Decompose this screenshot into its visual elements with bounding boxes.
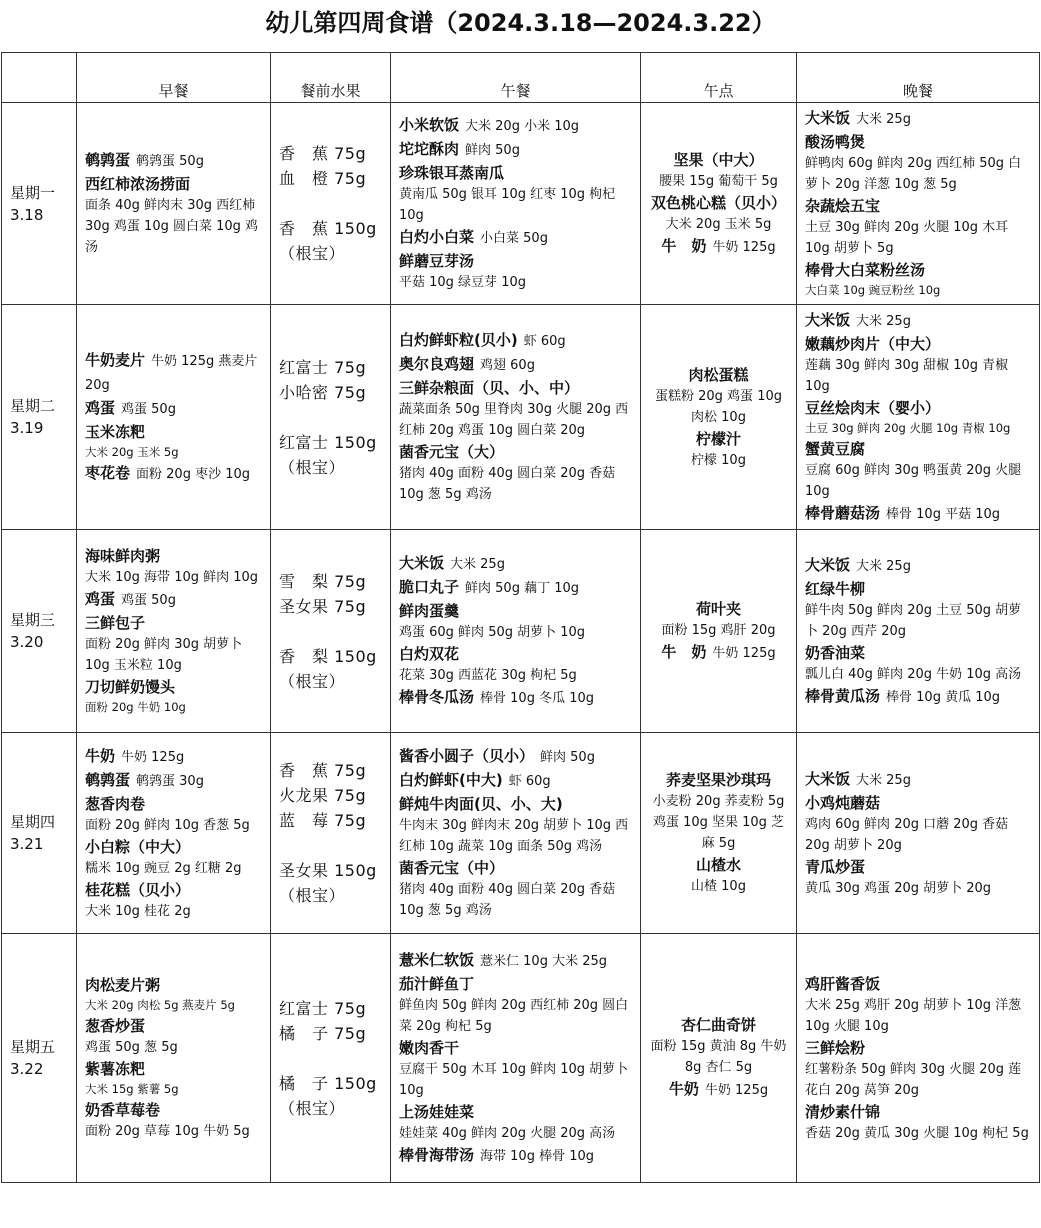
breakfast-cell xyxy=(77,530,271,733)
snack-ingredients: 大米 20g 玉米 5g xyxy=(665,216,772,232)
breakfast-dish xyxy=(85,397,262,421)
fruit-item: 火龙果 75g xyxy=(279,786,367,805)
lunch-cell xyxy=(391,305,641,530)
dish-name: 肉松蛋糕 xyxy=(688,365,749,384)
dish-ingredients: 鲜肉 50g xyxy=(540,750,595,765)
dish-name: 棒骨蘑菇汤 xyxy=(805,503,881,522)
snack-dish xyxy=(649,769,788,791)
lunch-ingredients: 牛肉末 30g 鲜肉末 20g 胡萝卜 10g 西红柿 10g 蔬菜 10g 面条 50g 鸡汤 xyxy=(399,818,629,854)
lunch-dish xyxy=(399,250,632,272)
dish-name: 酸汤鸭煲 xyxy=(805,133,866,151)
lunch-cell xyxy=(391,934,641,1183)
dinner-dish xyxy=(805,1101,1031,1123)
day-row xyxy=(2,305,1040,530)
dinner-dish xyxy=(805,131,1031,153)
breakfast-dish xyxy=(85,676,262,698)
date-label: 3.18 xyxy=(10,205,44,224)
dish-name: 薏米仁软饭 xyxy=(399,950,475,969)
breakfast-dish xyxy=(85,349,262,397)
dish-ingredients: 鲜肉 50g xyxy=(465,143,520,158)
dish-ingredients: 牛奶 125g xyxy=(121,749,185,765)
dinner-ingredients: 香菇 20g 黄瓜 30g 火腿 10g 枸杞 5g xyxy=(805,1125,1029,1141)
lunch-ingredients: 黄南瓜 50g 银耳 10g 红枣 10g 枸杞 10g xyxy=(399,187,616,223)
snack-cell xyxy=(641,305,797,530)
lunch-dish xyxy=(399,949,632,973)
breakfast-cell xyxy=(77,733,271,934)
dish-name: 鹌鹑蛋 xyxy=(85,770,131,789)
fruit-gap xyxy=(279,619,382,644)
dish-name: 桂花糕（贝小） xyxy=(85,880,191,899)
lunch-dish xyxy=(399,1101,632,1123)
breakfast-dish xyxy=(85,612,262,634)
breakfast-ingredients: 面粉 20g 鲜肉 10g 香葱 5g xyxy=(85,817,250,833)
lunch-dish xyxy=(399,441,632,463)
dish-name: 牛奶麦片 xyxy=(85,350,146,369)
dish-ingredients: 鹌鹑蛋 30g xyxy=(136,773,204,789)
dish-ingredients: 大米 25g xyxy=(856,313,911,329)
dish-name: 三鲜烩粉 xyxy=(805,1038,866,1057)
snack-ingredients: 小麦粉 20g 荞麦粉 5g 鸡蛋 10g 坚果 10g 芝麻 5g xyxy=(652,794,785,851)
snack-dish xyxy=(649,641,788,665)
snack-ingredients: 山楂 10g xyxy=(691,879,746,894)
lunch-dish xyxy=(399,226,632,250)
dish-name: 棒骨黄瓜汤 xyxy=(805,686,881,705)
fruit-item: 香 梨 150g xyxy=(279,646,377,666)
dinner-dish xyxy=(805,107,1031,131)
dish-name: 奥尔良鸡翅 xyxy=(399,355,475,373)
dinner-cell xyxy=(797,305,1040,530)
dish-name: 脆口丸子 xyxy=(399,578,460,596)
dinner-cell xyxy=(797,530,1040,733)
breakfast-ingredients: 面粉 20g 鲜肉 30g 胡萝卜 10g 玉米粒 10g xyxy=(85,637,243,673)
dish-name: 坚果（中大） xyxy=(673,150,764,169)
lunch-dish xyxy=(399,138,632,162)
dish-ingredients: 鹌鹑蛋 50g xyxy=(136,154,204,169)
header-day xyxy=(2,53,77,103)
dish-name: 玉米冻粑 xyxy=(85,422,146,441)
fruit-item: 圣女果 75g xyxy=(279,596,367,616)
lunch-dish xyxy=(399,745,632,769)
breakfast-ingredients: 面条 40g 鲜肉末 30g 西红柿 30g 鸡蛋 10g 圆白菜 10g 鸡汤 xyxy=(85,198,259,255)
snack-dish xyxy=(649,598,788,620)
dinner-dish xyxy=(805,195,1031,217)
breakfast-ingredients: 大米 20g 玉米 5g xyxy=(85,444,179,459)
dish-ingredients: 棒骨 10g 黄瓜 10g xyxy=(886,689,1001,705)
lunch-dish xyxy=(399,353,632,377)
dish-ingredients: 牛奶 125g 燕麦片 20g xyxy=(85,353,258,393)
fruit-gap xyxy=(279,191,382,216)
lunch-cell xyxy=(391,530,641,733)
fruit-item: 蓝 莓 75g xyxy=(279,811,367,830)
dinner-dish xyxy=(805,333,1031,355)
dish-ingredients: 虾 60g xyxy=(508,774,551,789)
fruit-cell xyxy=(271,934,391,1183)
dish-name: 小米软饭 xyxy=(399,116,460,134)
dinner-ingredients: 大白菜 10g 豌豆粉丝 10g xyxy=(805,283,941,297)
dinner-ingredients: 瓢儿白 40g 鲜肉 20g 牛奶 10g 高汤 xyxy=(805,666,1022,682)
day-row xyxy=(2,733,1040,934)
lunch-cell xyxy=(391,733,641,934)
lunch-dish xyxy=(399,329,632,353)
breakfast-dish xyxy=(85,769,262,793)
snack-dish xyxy=(649,192,788,214)
breakfast-cell xyxy=(77,305,271,530)
dish-name: 棒骨大白菜粉丝汤 xyxy=(805,261,926,279)
breakfast-ingredients: 大米 10g 桂花 2g xyxy=(85,903,191,919)
dish-name: 大米饭 xyxy=(805,555,851,574)
dish-name: 大米饭 xyxy=(805,769,851,788)
dinner-ingredients: 红薯粉条 50g 鲜肉 30g 火腿 20g 莲花白 20g 莴笋 20g xyxy=(805,1061,1022,1098)
dish-name: 牛奶 xyxy=(85,746,116,765)
dish-name: 鸡肝酱香饭 xyxy=(805,974,881,993)
dish-name: 三鲜杂粮面（贝、小、中） xyxy=(399,379,580,397)
lunch-ingredients: 花菜 30g 西蓝花 30g 枸杞 5g xyxy=(399,668,577,683)
dish-name: 葱香炒蛋 xyxy=(85,1017,146,1035)
fruit-item: 香 蕉 150g xyxy=(279,219,377,238)
dish-name: 山楂水 xyxy=(695,856,741,874)
dish-ingredients: 大米 25g xyxy=(856,112,911,127)
dish-ingredients: 大米 25g xyxy=(856,772,911,788)
dish-name: 菌香元宝（中） xyxy=(399,859,505,877)
day-cell xyxy=(2,733,77,934)
fruit-item: 红富士 75g xyxy=(279,998,367,1018)
lunch-dish xyxy=(399,793,632,815)
lunch-cell xyxy=(391,103,641,305)
dish-name: 大米饭 xyxy=(399,554,445,572)
lunch-ingredients: 猪肉 40g 面粉 40g 圆白菜 20g 香菇 10g 葱 5g 鸡汤 xyxy=(399,466,616,502)
dish-name: 嫩藕炒肉片（中大） xyxy=(805,334,941,353)
dish-ingredients: 鸡翅 60g xyxy=(480,358,535,373)
breakfast-dish xyxy=(85,1099,262,1121)
fruit-item: 红富士 75g xyxy=(279,357,367,377)
lunch-ingredients: 鸡蛋 60g 鲜肉 50g 胡萝卜 10g xyxy=(399,625,586,640)
dish-name: 鲜炖牛肉面(贝、小、大) xyxy=(399,795,563,813)
breakfast-dish xyxy=(85,545,262,567)
breakfast-dish xyxy=(85,974,262,996)
breakfast-ingredients: 大米 20g 肉松 5g 燕麦片 5g xyxy=(85,998,235,1012)
dish-name: 刀切鲜奶馒头 xyxy=(85,678,176,696)
lunch-dish xyxy=(399,857,632,879)
dinner-ingredients: 豆腐 60g 鲜肉 30g 鸭蛋黄 20g 火腿 10g xyxy=(805,462,1022,499)
date-label: 3.20 xyxy=(10,633,44,651)
dinner-ingredients: 莲藕 30g 鲜肉 30g 甜椒 10g 青椒 10g xyxy=(805,357,1009,394)
dish-ingredients: 虾 60g xyxy=(523,334,566,349)
breakfast-dish xyxy=(85,1058,262,1080)
snack-cell xyxy=(641,103,797,305)
breakfast-dish xyxy=(85,836,262,858)
breakfast-ingredients: 面粉 20g 牛奶 10g xyxy=(85,700,186,714)
fruit-item: 橘 子 75g xyxy=(279,1023,367,1043)
snack-ingredients: 柠檬 10g xyxy=(691,452,746,468)
dinner-dish xyxy=(805,642,1031,664)
fruit-cell xyxy=(271,305,391,530)
snack-ingredients: 面粉 15g 鸡肝 20g xyxy=(661,622,776,638)
dish-ingredients: 牛奶 125g xyxy=(712,645,776,661)
dish-name: 鸡蛋 xyxy=(85,590,116,608)
dish-ingredients: 鸡蛋 50g xyxy=(121,593,176,608)
dish-name: 荞麦坚果沙琪玛 xyxy=(665,771,771,789)
fruit-item: 香 蕉 75g xyxy=(279,761,367,780)
lunch-dish xyxy=(399,643,632,665)
dish-name: 鸡蛋 xyxy=(85,398,116,417)
dish-ingredients: 面粉 20g 枣沙 10g xyxy=(136,466,251,482)
lunch-ingredients: 猪肉 40g 面粉 40g 圆白菜 20g 香菇 10g 葱 5g 鸡汤 xyxy=(399,882,616,918)
dish-name: 坨坨酥肉 xyxy=(399,140,460,158)
header-dinner: 晚餐 xyxy=(797,53,1040,103)
day-label: 星期一 xyxy=(10,183,56,202)
date-label: 3.22 xyxy=(10,1060,44,1078)
lunch-dish xyxy=(399,686,632,710)
snack-ingredients: 蛋糕粉 20g 鸡蛋 10g 肉松 10g xyxy=(655,388,782,425)
day-label: 星期三 xyxy=(10,611,56,629)
breakfast-dish xyxy=(85,793,262,815)
dish-ingredients: 大米 25g xyxy=(450,557,505,572)
header-row xyxy=(2,53,1040,103)
dinner-ingredients: 大米 25g 鸡肝 20g 胡萝卜 10g 洋葱 10g 火腿 10g xyxy=(805,997,1022,1034)
dish-name: 双色桃心糕（贝小） xyxy=(650,193,786,212)
dinner-dish xyxy=(805,973,1031,995)
dinner-ingredients: 鲜牛肉 50g 鲜肉 20g 土豆 50g 胡萝卜 20g 西芹 20g xyxy=(805,602,1022,639)
fruit-item: 圣女果 150g xyxy=(279,861,377,880)
dish-name: 大米饭 xyxy=(805,109,851,127)
dish-ingredients: 薏米仁 10g 大米 25g xyxy=(480,953,608,969)
day-label: 星期五 xyxy=(10,1038,56,1056)
lunch-dish xyxy=(399,576,632,600)
breakfast-dish xyxy=(85,1015,262,1037)
dish-ingredients: 海带 10g 棒骨 10g xyxy=(480,1148,595,1164)
snack-ingredients: 面粉 15g 黄油 8g 牛奶 8g 杏仁 5g xyxy=(650,1039,787,1075)
dish-name: 奶香草莓卷 xyxy=(85,1101,161,1119)
dish-name: 鹌鹑蛋 xyxy=(85,151,131,169)
dinner-dish xyxy=(805,578,1031,600)
breakfast-dish xyxy=(85,149,262,173)
dish-ingredients: 牛奶 125g xyxy=(704,1083,769,1098)
dish-ingredients: 牛奶 125g xyxy=(712,239,776,255)
dish-name: 菌香元宝（大） xyxy=(399,443,505,461)
lunch-dish xyxy=(399,552,632,576)
lunch-ingredients: 娃娃菜 40g 鲜肉 20g 火腿 20g 高汤 xyxy=(399,1125,616,1141)
dish-name: 红绿牛柳 xyxy=(805,579,866,598)
date-label: 3.19 xyxy=(10,419,44,437)
snack-cell xyxy=(641,733,797,934)
dinner-dish xyxy=(805,685,1031,709)
dish-name: 蟹黄豆腐 xyxy=(805,439,866,458)
snack-ingredients: 腰果 15g 葡萄干 5g xyxy=(659,173,778,189)
breakfast-ingredients: 面粉 20g 草莓 10g 牛奶 5g xyxy=(85,1124,250,1139)
fruit-recipient: （根宝） xyxy=(279,671,346,691)
dish-name: 小鸡炖蘑菇 xyxy=(805,793,881,812)
dish-name: 鲜蘑豆芽汤 xyxy=(399,252,475,270)
breakfast-dish xyxy=(85,745,262,769)
lunch-dish xyxy=(399,973,632,995)
dish-name: 棒骨海带汤 xyxy=(399,1145,475,1164)
header-fruit: 餐前水果 xyxy=(271,53,391,103)
fruit-cell xyxy=(271,103,391,305)
snack-dish xyxy=(649,854,788,876)
snack-dish xyxy=(649,428,788,450)
snack-dish xyxy=(649,364,788,386)
dinner-dish xyxy=(805,309,1031,333)
fruit-item: 红富士 150g xyxy=(279,432,377,452)
dish-ingredients: 小白菜 50g xyxy=(480,231,548,246)
snack-dish xyxy=(649,235,788,259)
dinner-dish xyxy=(805,502,1031,526)
breakfast-dish xyxy=(85,421,262,443)
dish-ingredients: 大米 25g xyxy=(856,558,911,574)
dinner-ingredients: 鲜鸭肉 60g 鲜肉 20g 西红柿 50g 白萝卜 20g 洋葱 10g 葱 5g xyxy=(805,156,1022,192)
dish-name: 清炒素什锦 xyxy=(805,1102,881,1121)
snack-dish xyxy=(649,149,788,171)
breakfast-ingredients: 糯米 10g 豌豆 2g 红糖 2g xyxy=(85,860,242,876)
day-cell xyxy=(2,305,77,530)
lunch-ingredients: 鲜鱼肉 50g 鲜肉 20g 西红柿 20g 圆白菜 20g 枸杞 5g xyxy=(399,997,629,1034)
weekly-menu-table xyxy=(1,52,1040,1183)
day-label: 星期二 xyxy=(10,397,56,415)
dish-ingredients: 鲜肉 50g 藕丁 10g xyxy=(465,581,580,596)
dish-name: 葱香肉卷 xyxy=(85,794,146,813)
fruit-gap xyxy=(279,405,382,430)
dish-name: 茄汁鲜鱼丁 xyxy=(399,974,475,993)
lunch-dish xyxy=(399,600,632,622)
dish-ingredients: 鸡蛋 50g xyxy=(121,401,176,417)
dish-name: 牛 奶 xyxy=(661,236,707,255)
dinner-dish xyxy=(805,1037,1031,1059)
page-title: 幼儿第四周食谱（2024.3.18—2024.3.22） xyxy=(265,9,776,37)
dish-name: 珍珠银耳蒸南瓜 xyxy=(399,164,505,182)
day-label: 星期四 xyxy=(10,813,56,831)
header-snack: 午点 xyxy=(641,53,797,103)
dish-name: 酱香小圆子（贝小） xyxy=(399,747,535,765)
snack-dish xyxy=(649,1078,788,1102)
dish-name: 牛奶 xyxy=(668,1080,699,1098)
fruit-recipient: （根宝） xyxy=(279,244,346,263)
breakfast-dish xyxy=(85,588,262,612)
snack-cell xyxy=(641,530,797,733)
dinner-dish xyxy=(805,397,1031,419)
dinner-ingredients: 黄瓜 30g 鸡蛋 20g 胡萝卜 20g xyxy=(805,880,992,896)
dish-ingredients: 棒骨 10g 平菇 10g xyxy=(886,506,1001,522)
dish-name: 海味鲜肉粥 xyxy=(85,547,161,565)
dish-name: 大米饭 xyxy=(805,310,851,329)
header-breakfast: 早餐 xyxy=(77,53,271,103)
day-cell xyxy=(2,530,77,733)
lunch-dish xyxy=(399,1144,632,1168)
dish-name: 青瓜炒蛋 xyxy=(805,857,866,876)
header-lunch: 午餐 xyxy=(391,53,641,103)
dish-ingredients: 棒骨 10g 冬瓜 10g xyxy=(480,691,595,706)
fruit-item: 小哈密 75g xyxy=(279,382,367,402)
dish-name: 杏仁曲奇饼 xyxy=(680,1016,756,1034)
day-row xyxy=(2,530,1040,733)
breakfast-cell xyxy=(77,934,271,1183)
dinner-dish xyxy=(805,554,1031,578)
dish-name: 紫薯冻粑 xyxy=(85,1060,146,1078)
breakfast-cell xyxy=(77,103,271,305)
day-row xyxy=(2,934,1040,1183)
dinner-ingredients: 土豆 30g 鲜肉 20g 火腿 10g 木耳 10g 胡萝卜 5g xyxy=(805,220,1009,256)
snack-cell xyxy=(641,934,797,1183)
lunch-dish xyxy=(399,114,632,138)
dish-name: 枣花卷 xyxy=(85,463,131,482)
fruit-item: 香 蕉 75g xyxy=(279,144,367,163)
lunch-dish xyxy=(399,377,632,399)
lunch-ingredients: 蔬菜面条 50g 里脊肉 30g 火腿 20g 西红柿 20g 鸡蛋 10g 圆白菜 20g xyxy=(399,402,629,438)
lunch-dish xyxy=(399,162,632,184)
dinner-cell xyxy=(797,733,1040,934)
fruit-recipient: （根宝） xyxy=(279,886,346,905)
breakfast-dish xyxy=(85,462,262,486)
dinner-dish xyxy=(805,856,1031,878)
dish-name: 豆丝烩肉末（婴小） xyxy=(805,398,941,417)
day-cell xyxy=(2,103,77,305)
breakfast-dish xyxy=(85,173,262,195)
dinner-dish xyxy=(805,792,1031,814)
fruit-gap xyxy=(279,1046,382,1071)
lunch-dish xyxy=(399,769,632,793)
dish-name: 西红柿浓汤捞面 xyxy=(85,175,191,193)
dish-name: 白灼鲜虾(中大) xyxy=(399,771,503,789)
fruit-recipient: （根宝） xyxy=(279,457,346,477)
date-label: 3.21 xyxy=(10,835,44,853)
lunch-ingredients: 豆腐干 50g 木耳 10g 鲜肉 10g 胡萝卜 10g xyxy=(399,1061,629,1098)
fruit-gap xyxy=(279,833,382,858)
breakfast-dish xyxy=(85,879,262,901)
dish-name: 嫩肉香干 xyxy=(399,1038,460,1057)
dish-name: 白灼鲜虾粒(贝小) xyxy=(399,331,518,349)
dinner-ingredients: 鸡肉 60g 鲜肉 20g 口蘑 20g 香菇 20g 胡萝卜 20g xyxy=(805,816,1009,853)
fruit-item: 雪 梨 75g xyxy=(279,571,367,591)
dinner-cell xyxy=(797,934,1040,1183)
dish-name: 上汤娃娃菜 xyxy=(399,1102,475,1121)
fruit-item: 橘 子 150g xyxy=(279,1073,377,1093)
dish-name: 白灼小白菜 xyxy=(399,228,475,246)
fruit-item: 血 橙 75g xyxy=(279,169,367,188)
dish-name: 三鲜包子 xyxy=(85,614,146,632)
day-cell xyxy=(2,934,77,1183)
lunch-ingredients: 平菇 10g 绿豆芽 10g xyxy=(399,275,526,290)
breakfast-ingredients: 鸡蛋 50g 葱 5g xyxy=(85,1040,178,1055)
fruit-recipient: （根宝） xyxy=(279,1098,346,1118)
dinner-cell xyxy=(797,103,1040,305)
breakfast-ingredients: 大米 15g 紫薯 5g xyxy=(85,1082,179,1096)
dish-name: 荷叶夹 xyxy=(695,599,741,618)
dish-name: 奶香油菜 xyxy=(805,643,866,662)
dish-name: 柠檬汁 xyxy=(695,429,741,448)
fruit-cell xyxy=(271,733,391,934)
dish-name: 白灼双花 xyxy=(399,645,460,663)
dish-name: 鲜肉蛋羹 xyxy=(399,602,460,620)
dinner-ingredients: 土豆 30g 鲜肉 20g 火腿 10g 青椒 10g xyxy=(805,420,1011,435)
dinner-dish xyxy=(805,438,1031,460)
dish-name: 牛 奶 xyxy=(661,642,707,661)
dish-name: 杂蔬烩五宝 xyxy=(805,197,881,215)
dish-name: 肉松麦片粥 xyxy=(85,976,161,994)
fruit-cell xyxy=(271,530,391,733)
snack-dish xyxy=(649,1014,788,1036)
lunch-dish xyxy=(399,1037,632,1059)
dish-name: 棒骨冬瓜汤 xyxy=(399,688,475,706)
day-row xyxy=(2,103,1040,305)
breakfast-ingredients: 大米 10g 海带 10g 鲜肉 10g xyxy=(85,570,259,585)
dinner-dish xyxy=(805,768,1031,792)
dish-ingredients: 大米 20g 小米 10g xyxy=(465,119,580,134)
dinner-dish xyxy=(805,259,1031,281)
dish-name: 小白粽（中大） xyxy=(85,837,191,856)
